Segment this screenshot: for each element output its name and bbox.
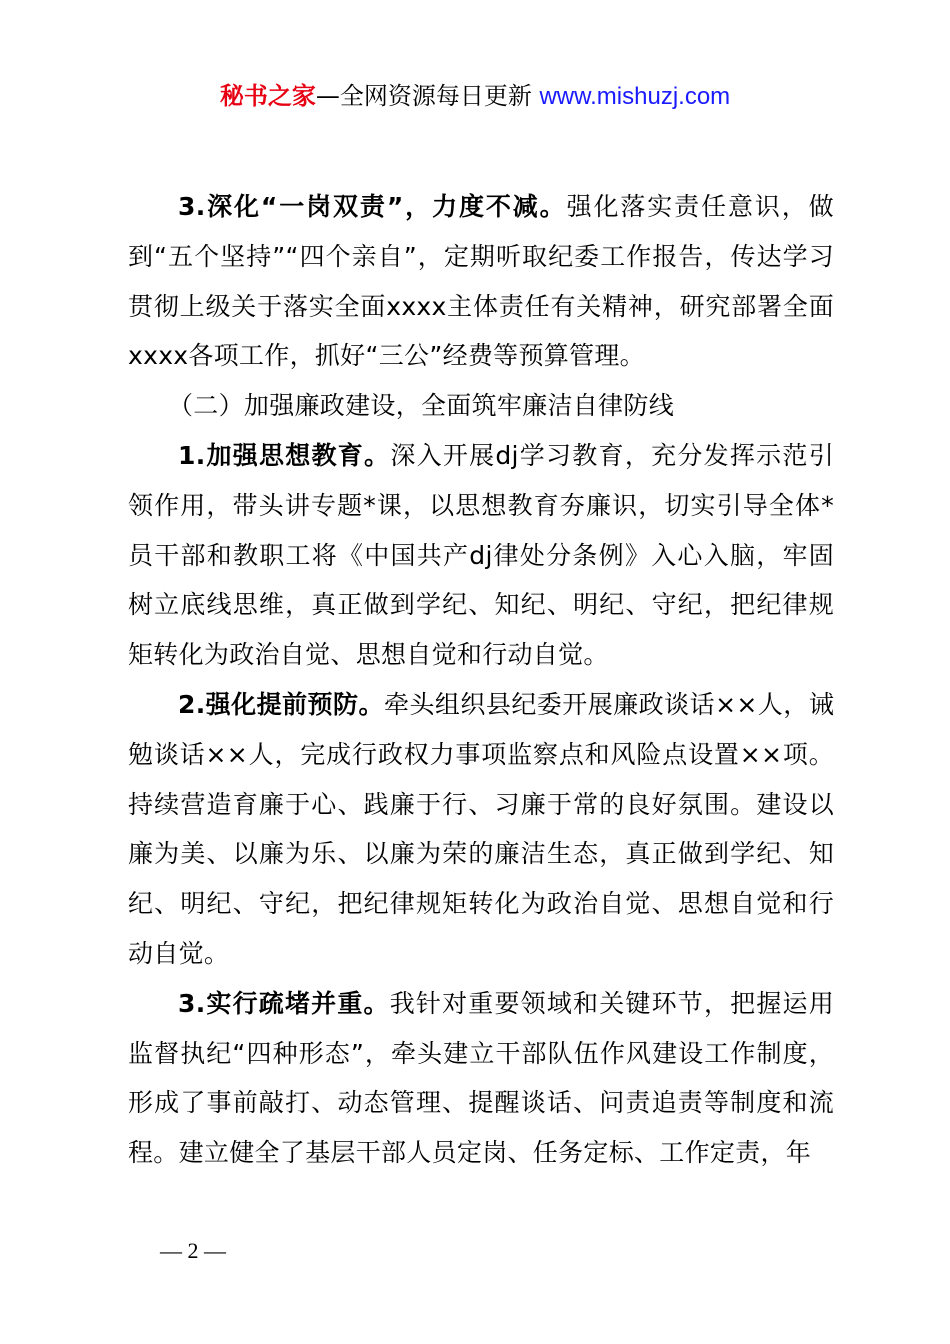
paragraph-balance: [128, 979, 834, 1178]
section-heading-text: （二）加强廉政建设，全面筑牢廉洁自律防线: [168, 391, 675, 421]
page-number: — 2 —: [160, 1238, 226, 1263]
paragraph-heading: 1.加强思想教育。: [178, 440, 391, 470]
paragraph-text: 我针对重要领域和关键环节，把握运用监督执纪“四种形态”，牵头建立干部队伍作风建设工作制度，形成了事前敲打、动态管理、提醒谈话、问责追责等制度和流程。建立健全了基层干部人员定岗、任务定标、工作定责，年: [128, 988, 835, 1168]
site-header: [0, 78, 950, 115]
paragraph-responsibility: [128, 182, 834, 381]
paragraph-heading: 2.强化提前预防。: [178, 689, 384, 719]
paragraph-heading: 3.实行疏堵并重。: [178, 988, 390, 1018]
paragraph-text: 深入开展dj学习教育，充分发挥示范引领作用，带头讲专题*课，以思想教育夯廉识，切实引导全体*员干部和教职工将《中国共产dj律处分条例》入心入脑，牢固树立底线思维，真正做到学纪、知纪、明纪、守纪，把纪律规矩转化为政治自觉、思想自觉和行动自觉。: [128, 440, 835, 670]
document-body: [128, 182, 834, 1178]
paragraph-heading: 3.深化“一岗双责”，力度不减。: [178, 192, 567, 221]
paragraph-prevention: [128, 680, 834, 979]
brand-name: 秘书之家: [219, 82, 316, 110]
paragraph-education: [128, 431, 834, 680]
paragraph-text: 强化落实责任意识，做到“五个坚持”“四个亲自”，定期听取纪委工作报告，传达学习贯彻上级关于落实全面xxxx主体责任有关精神，研究部署全面xxxx各项工作，抓好“三公”经费等预算管理。: [128, 192, 834, 371]
section-heading-integrity: [128, 381, 834, 431]
paragraph-text: 牵头组织县纪委开展廉政谈话××人，诫勉谈话××人，完成行政权力事项监察点和风险点设置××项。持续营造育廉于心、践廉于行、习廉于常的良好氛围。建设以廉为美、以廉为乐、以廉为荣的廉洁生态，真正做到学纪、知纪、明纪、守纪，把纪律规矩转化为政治自觉、思想自觉和行动自觉。: [128, 689, 835, 968]
site-url-link[interactable]: www.mishuzj.com: [539, 83, 731, 110]
header-slogan: —全网资源每日更新: [315, 82, 532, 110]
